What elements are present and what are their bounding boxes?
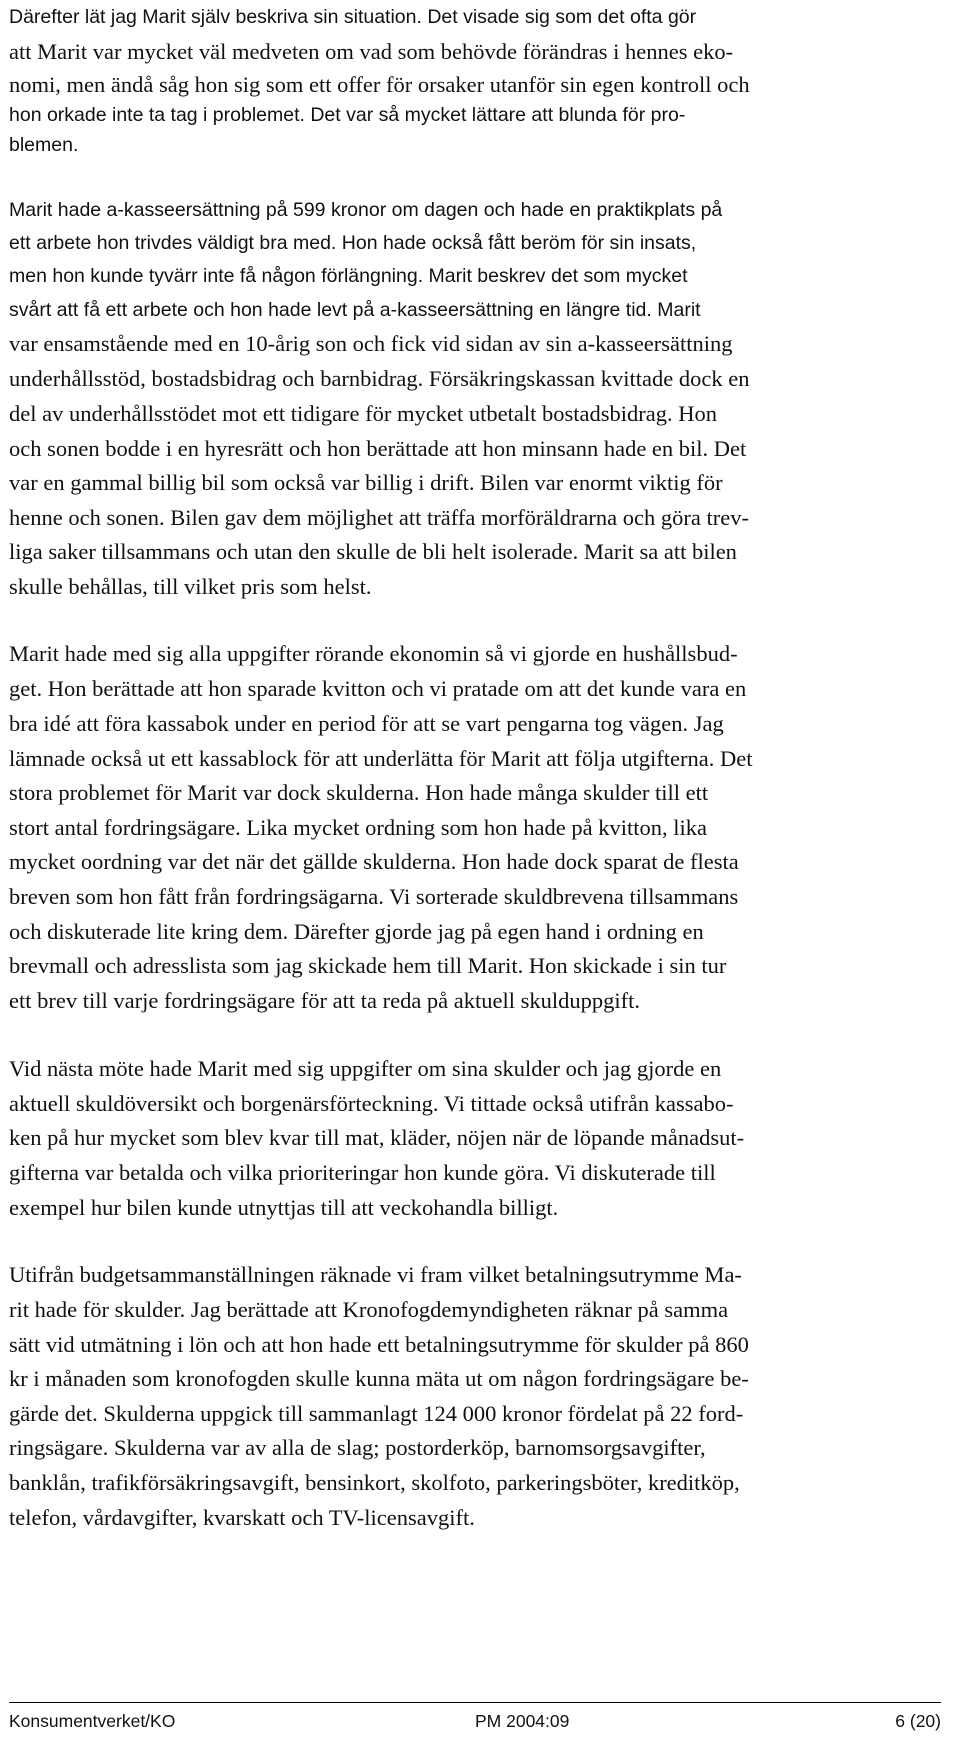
body-line: aktuell skuldöversikt och borgenärsförteckning. Vi tittade också utifrån kassabo- <box>9 1091 734 1116</box>
body-line: gifterna var betalda och vilka prioriteringar hon kunde göra. Vi diskuterade till <box>9 1160 716 1185</box>
body-line: underhållsstöd, bostadsbidrag och barnbidrag. Försäkringskassan kvittade dock en <box>9 366 750 391</box>
body-line: nomi, men ändå såg hon sig som ett offer för orsaker utanför sin egen kontroll och <box>9 72 750 97</box>
body-line: Marit hade med sig alla uppgifter rörande ekonomin så vi gjorde en hushållsbud- <box>9 641 738 666</box>
body-line: exempel hur bilen kunde utnyttjas till att veckohandla billigt. <box>9 1195 559 1220</box>
body-line: ringsägare. Skulderna var av alla de slag; postorderköp, barnomsorgsavgifter, <box>9 1435 706 1460</box>
body-line: gärde det. Skulderna uppgick till sammanlagt 124 000 kronor fördelat på 22 ford- <box>9 1401 744 1426</box>
body-line: stora problemet för Marit var dock skulderna. Hon hade många skulder till ett <box>9 780 709 805</box>
body-line: kr i månaden som kronofogden skulle kunna mäta ut om någon fordringsägare be- <box>9 1366 749 1391</box>
body-line: var en gammal billig bil som också var billig i drift. Bilen var enormt viktig för <box>9 470 723 495</box>
body-line: bra idé att föra kassabok under en period för att se vart pengarna tog vägen. Jag <box>9 711 724 736</box>
body-line: stort antal fordringsägare. Lika mycket ordning som hon hade på kvitton, lika <box>9 815 707 840</box>
body-line: breven som hon fått från fordringsägarna. Vi sorterade skuldbrevena tillsammans <box>9 884 739 909</box>
body-line: rit hade för skulder. Jag berättade att Kronofogdemyndigheten räknar på samma <box>9 1297 729 1322</box>
body-line: mycket oordning var det när det gällde skulderna. Hon hade dock sparat de flesta <box>9 849 739 874</box>
body-line: get. Hon berättade att hon sparade kvitton och vi pratade om att det kunde vara en <box>9 676 747 701</box>
body-line: Därefter lät jag Marit själv beskriva sin situation. Det visade sig som det ofta gör <box>9 6 697 28</box>
body-line: och sonen bodde i en hyresrätt och hon berättade att hon minsann hade en bil. Det <box>9 436 747 461</box>
body-line: ett brev till varje fordringsägare för att ta reda på aktuell skulduppgift. <box>9 988 641 1013</box>
footer-document-id: PM 2004:09 <box>475 1711 570 1731</box>
body-line: ken på hur mycket som blev kvar till mat, kläder, nöjen när de löpande månadsut- <box>9 1125 745 1150</box>
body-line: liga saker tillsammans och utan den skulle de bli helt isolerade. Marit sa att bilen <box>9 539 737 564</box>
body-line: Utifrån budgetsammanställningen räknade vi fram vilket betalningsutrymme Ma- <box>9 1262 742 1287</box>
body-line: ett arbete hon trivdes väldigt bra med. Hon hade också fått beröm för sin insats, <box>9 232 697 254</box>
body-line: telefon, vårdavgifter, kvarskatt och TV-licensavgift. <box>9 1505 475 1530</box>
body-line: Marit hade a-kasseersättning på 599 kronor om dagen och hade en praktikplats på <box>9 199 723 221</box>
body-line: hon orkade inte ta tag i problemet. Det var så mycket lättare att blunda för pro- <box>9 104 686 126</box>
body-line: och diskuterade lite kring dem. Därefter gjorde jag på egen hand i ordning en <box>9 919 704 944</box>
body-line: Vid nästa möte hade Marit med sig uppgifter om sina skulder och jag gjorde en <box>9 1056 722 1081</box>
body-line: lämnade också ut ett kassablock för att underlätta för Marit att följa utgifterna. Det <box>9 746 753 771</box>
body-line: var ensamstående med en 10-årig son och fick vid sidan av sin a-kasseersättning <box>9 331 733 356</box>
footer-organization: Konsumentverket/KO <box>9 1711 176 1731</box>
footer-page-number: 6 (20) <box>895 1711 941 1731</box>
body-line: svårt att få ett arbete och hon hade levt på a-kasseersättning en längre tid. Marit <box>9 299 701 321</box>
body-line: skulle behållas, till vilket pris som helst. <box>9 574 372 599</box>
body-line: del av underhållsstödet mot ett tidigare för mycket utbetalt bostadsbidrag. Hon <box>9 401 717 426</box>
body-line: henne och sonen. Bilen gav dem möjlighet att träffa morföräldrarna och göra trev- <box>9 505 749 530</box>
footer-divider <box>9 1702 941 1703</box>
body-line: sätt vid utmätning i lön och att hon hade ett betalningsutrymme för skulder på 860 <box>9 1332 749 1357</box>
body-line: men hon kunde tyvärr inte få någon förlängning. Marit beskrev det som mycket <box>9 265 688 287</box>
body-line: blemen. <box>9 134 79 156</box>
body-line: att Marit var mycket väl medveten om vad som behövde förändras i hennes eko- <box>9 39 734 64</box>
body-line: banklån, trafikförsäkringsavgift, bensinkort, skolfoto, parkeringsböter, kreditköp, <box>9 1470 740 1495</box>
body-line: brevmall och adresslista som jag skickade hem till Marit. Hon skickade i sin tur <box>9 953 727 978</box>
